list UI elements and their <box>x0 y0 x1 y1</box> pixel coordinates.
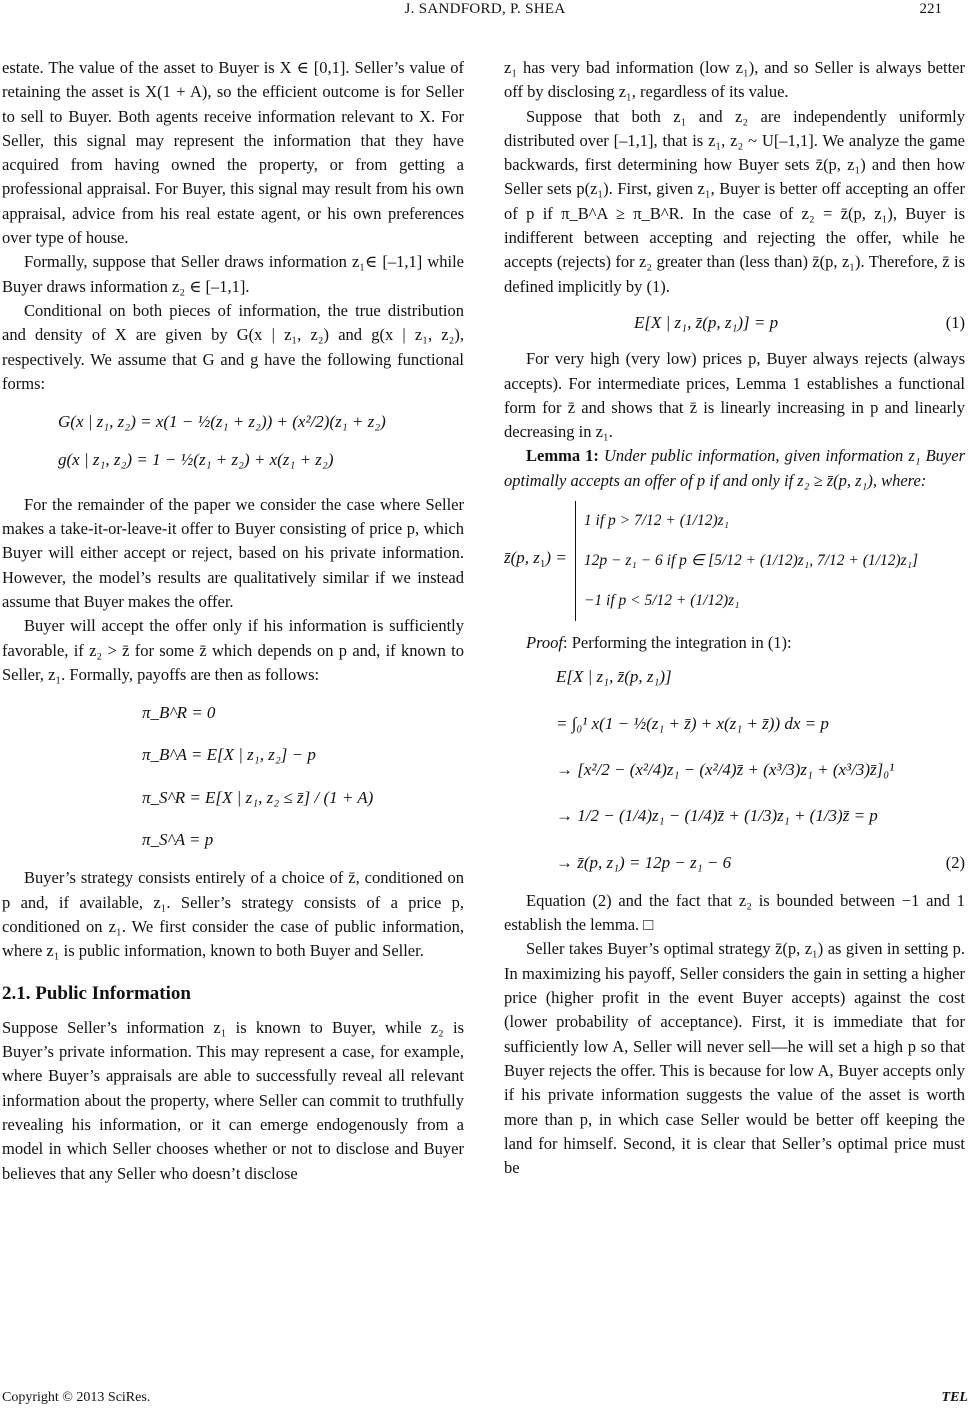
proof-line: E[X | z₁, z̄(p, z₁)] <box>556 667 672 687</box>
payoff-seller-accept: π_S^A = p <box>142 830 214 850</box>
equation-G: G(x | z₁, z₂) = x(1 − ½(z₁ + z₂)) + (x²/2)(z₁ + z₂) <box>58 412 386 432</box>
lemma <box>504 444 965 493</box>
proof-line: → z̄(p, z₁) = 12p − z₁ − 6 <box>556 852 732 872</box>
paragraph: Equation (2) and the fact that z₂ is bounded between −1 and 1 establish the lemma. □ <box>504 890 965 935</box>
equation-1: E[X | z₁, z̄(p, z₁)] = p (1) <box>634 311 965 335</box>
equation-g: g(x | z₁, z₂) = 1 − ½(z₁ + z₂) + x(z₁ + z₂) <box>58 450 334 470</box>
copyright-notice: Copyright © 2013 SciRes. <box>2 1390 151 1405</box>
proof-intro <box>504 631 965 655</box>
paragraph: Seller takes Buyer’s optimal strategy z̄(p, z₁) as given in setting p. In maximizing his payoff, Seller considers the gain in setting a higher price (higher profit in the event Buyer accepts) against the cost (lower probability of acceptance). First, it is immediate that for sufficiently low A, Seller will never sell—he will set a high p so that Buyer rejects the offer. This is because for low A, Buyer accepts only if his private information suggests the value of the asset is worth more than p, in which case Seller would be better off keeping the land for himself. Second, it is clear that Seller’s optimal price must be <box>504 939 965 1178</box>
paragraph: estate. The value of the asset to Buyer is X ∈ [0,1]. Seller’s value of retaining the asset is X(1 + A), so the efficient outcome is for Seller to sell to Buyer. Both agents receive information relevant to X. For Seller, this signal may represent the information that they have acquired from having owned the property, or from getting a professional appraisal. For Buyer, this signal may result from his own appraisal, advice from his real estate agent, or his own preferences over type of house. <box>2 58 464 248</box>
right-column <box>504 56 965 1180</box>
payoff-equations <box>142 701 464 852</box>
section-heading: 2.1. Public Information <box>2 982 191 1004</box>
paragraph: Suppose Seller’s information z₁ is known to Buyer, while z₂ is Buyer’s private information. This may represent a case, for example, where Buyer’s appraisals are able to successfully reveal all relevant information about the property, where Seller can commit to truthfully revealing his information, or it can emerge endogenously from a model in which Seller chooses whether or not to disclose and Buyer believes that any Seller who doesn’t disclose <box>2 1017 464 1183</box>
proof-derivation <box>556 665 965 874</box>
paragraph: Buyer will accept the offer only if his information is sufficiently favorable, if z₂ > z̄ for some z̄ which depends on p and, if known to Seller, z₁. Formally, payoffs are then as follows: <box>2 616 464 684</box>
paragraph: Suppose that both z₁ and z₂ are independently uniformly distributed over [–1,1], that is z₁, z₂ ~ U[–1,1]. We analyze the game backwards, first determining how Buyer sets z̄(p, z₁) and then how Seller sets p(z₁). First, given z₁, Buyer is better off accepting an offer of p if π_B^A ≥ π_B^R. In the case of z₂ = z̄(p, z₁), Buyer is indifferent between accepting and rejecting the offer, while he accepts (rejects) for z₂ greater than (less than) z̄(p, z₁). Therefore, z̄ is defined implicitly by (1). <box>504 106 965 296</box>
proof-line: → [x²/2 − (x²/4)z₁ − (x²/4)z̄ + (x³/3)z₁ + (x³/3)z̄]₀¹ <box>556 759 895 779</box>
paragraph: Formally, suppose that Seller draws information z₁∈ [–1,1] while Buyer draws information z₂ ∈ [–1,1]. <box>2 252 464 296</box>
lemma-text: Under public information, given information z₁ Buyer optimally accepts an offer of p if and only if z₂ ≥ z̄(p, z₁), where: <box>504 446 965 490</box>
lemma-label: Lemma 1: <box>526 446 599 466</box>
equation-number: (1) <box>945 312 965 332</box>
paragraph: For the remainder of the paper we consider the case where Seller makes a take-it-or-leave-it offer to Buyer consisting of price p, which Buyer will either accept or reject, based on his private information. However, the model’s results are qualitatively similar if we instead assume that Buyer makes the offer. <box>2 494 464 611</box>
running-header-authors: J. SANDFORD, P. SHEA <box>404 1 566 17</box>
paragraph: For very high (very low) prices p, Buyer always rejects (always accepts). For intermediate prices, Lemma 1 establishes a functional form for z̄ and shows that z̄ is linearly increasing in p and linearly decreasing in z₁. <box>504 349 965 442</box>
paragraph: Conditional on both pieces of information, the true distribution and density of X are given by G(x | z₁, z₂) and g(x | z₁, z₂), respectively. We assume that G and g have the following functional forms: <box>2 300 464 393</box>
payoff-seller-reject: π_S^R = E[X | z₁, z₂ ≤ z̄] / (1 + A) <box>142 787 374 807</box>
lemma-cases: z̄(p, $z_1$) = 1 if p > 7/12 + (1/12)z₁ 12p − z₁ − 6 if p ∈ [5/12 + (1/12)z₁, 7/12 + (1/12)z₁] −1 if p < 5/12 + (1/12)z₁ <box>504 501 965 621</box>
paragraph: z₁ has very bad information (low z₁), and so Seller is always better off by disclosing z₁, regardless of its value. <box>504 58 965 102</box>
case-high-price: 1 if p > 7/12 + (1/12)z₁ <box>583 512 730 530</box>
equation-number: (2) <box>945 852 965 872</box>
proof-intro-text: : Performing the integration in (1): <box>562 633 792 653</box>
proof-label: Proof <box>526 633 563 653</box>
payoff-buyer-reject: π_B^R = 0 <box>142 703 216 723</box>
page-number: 221 <box>919 1 942 17</box>
payoff-buyer-accept: π_B^A = E[X | z₁, z₂] − p <box>142 745 316 765</box>
left-column <box>2 56 464 1186</box>
running-header <box>0 0 970 26</box>
proof-line: = ∫₀¹ x(1 − ½(z₁ + z̄) + x(z₁ + z̄)) dx = p <box>556 713 829 733</box>
case-low-price: −1 if p < 5/12 + (1/12)z₁ <box>583 592 740 610</box>
paragraph: Buyer’s strategy consists entirely of a choice of z̄, conditioned on p and, if available, z₁. Seller’s strategy consists of a price p, conditioned on z₁. We first consider the case of public information, where z₁ is public information, known to both Buyer and Seller. <box>2 868 464 961</box>
proof-line: → 1/2 − (1/4)z₁ − (1/4)z̄ + (1/3)z₁ + (1/3)z̄ = p <box>556 806 878 826</box>
journal-abbreviation: TEL <box>941 1390 968 1405</box>
case-intermediate-price: 12p − z₁ − 6 if p ∈ [5/12 + (1/12)z₁, 7/12 + (1/12)z₁] <box>583 552 919 570</box>
cases-brace <box>575 501 918 621</box>
